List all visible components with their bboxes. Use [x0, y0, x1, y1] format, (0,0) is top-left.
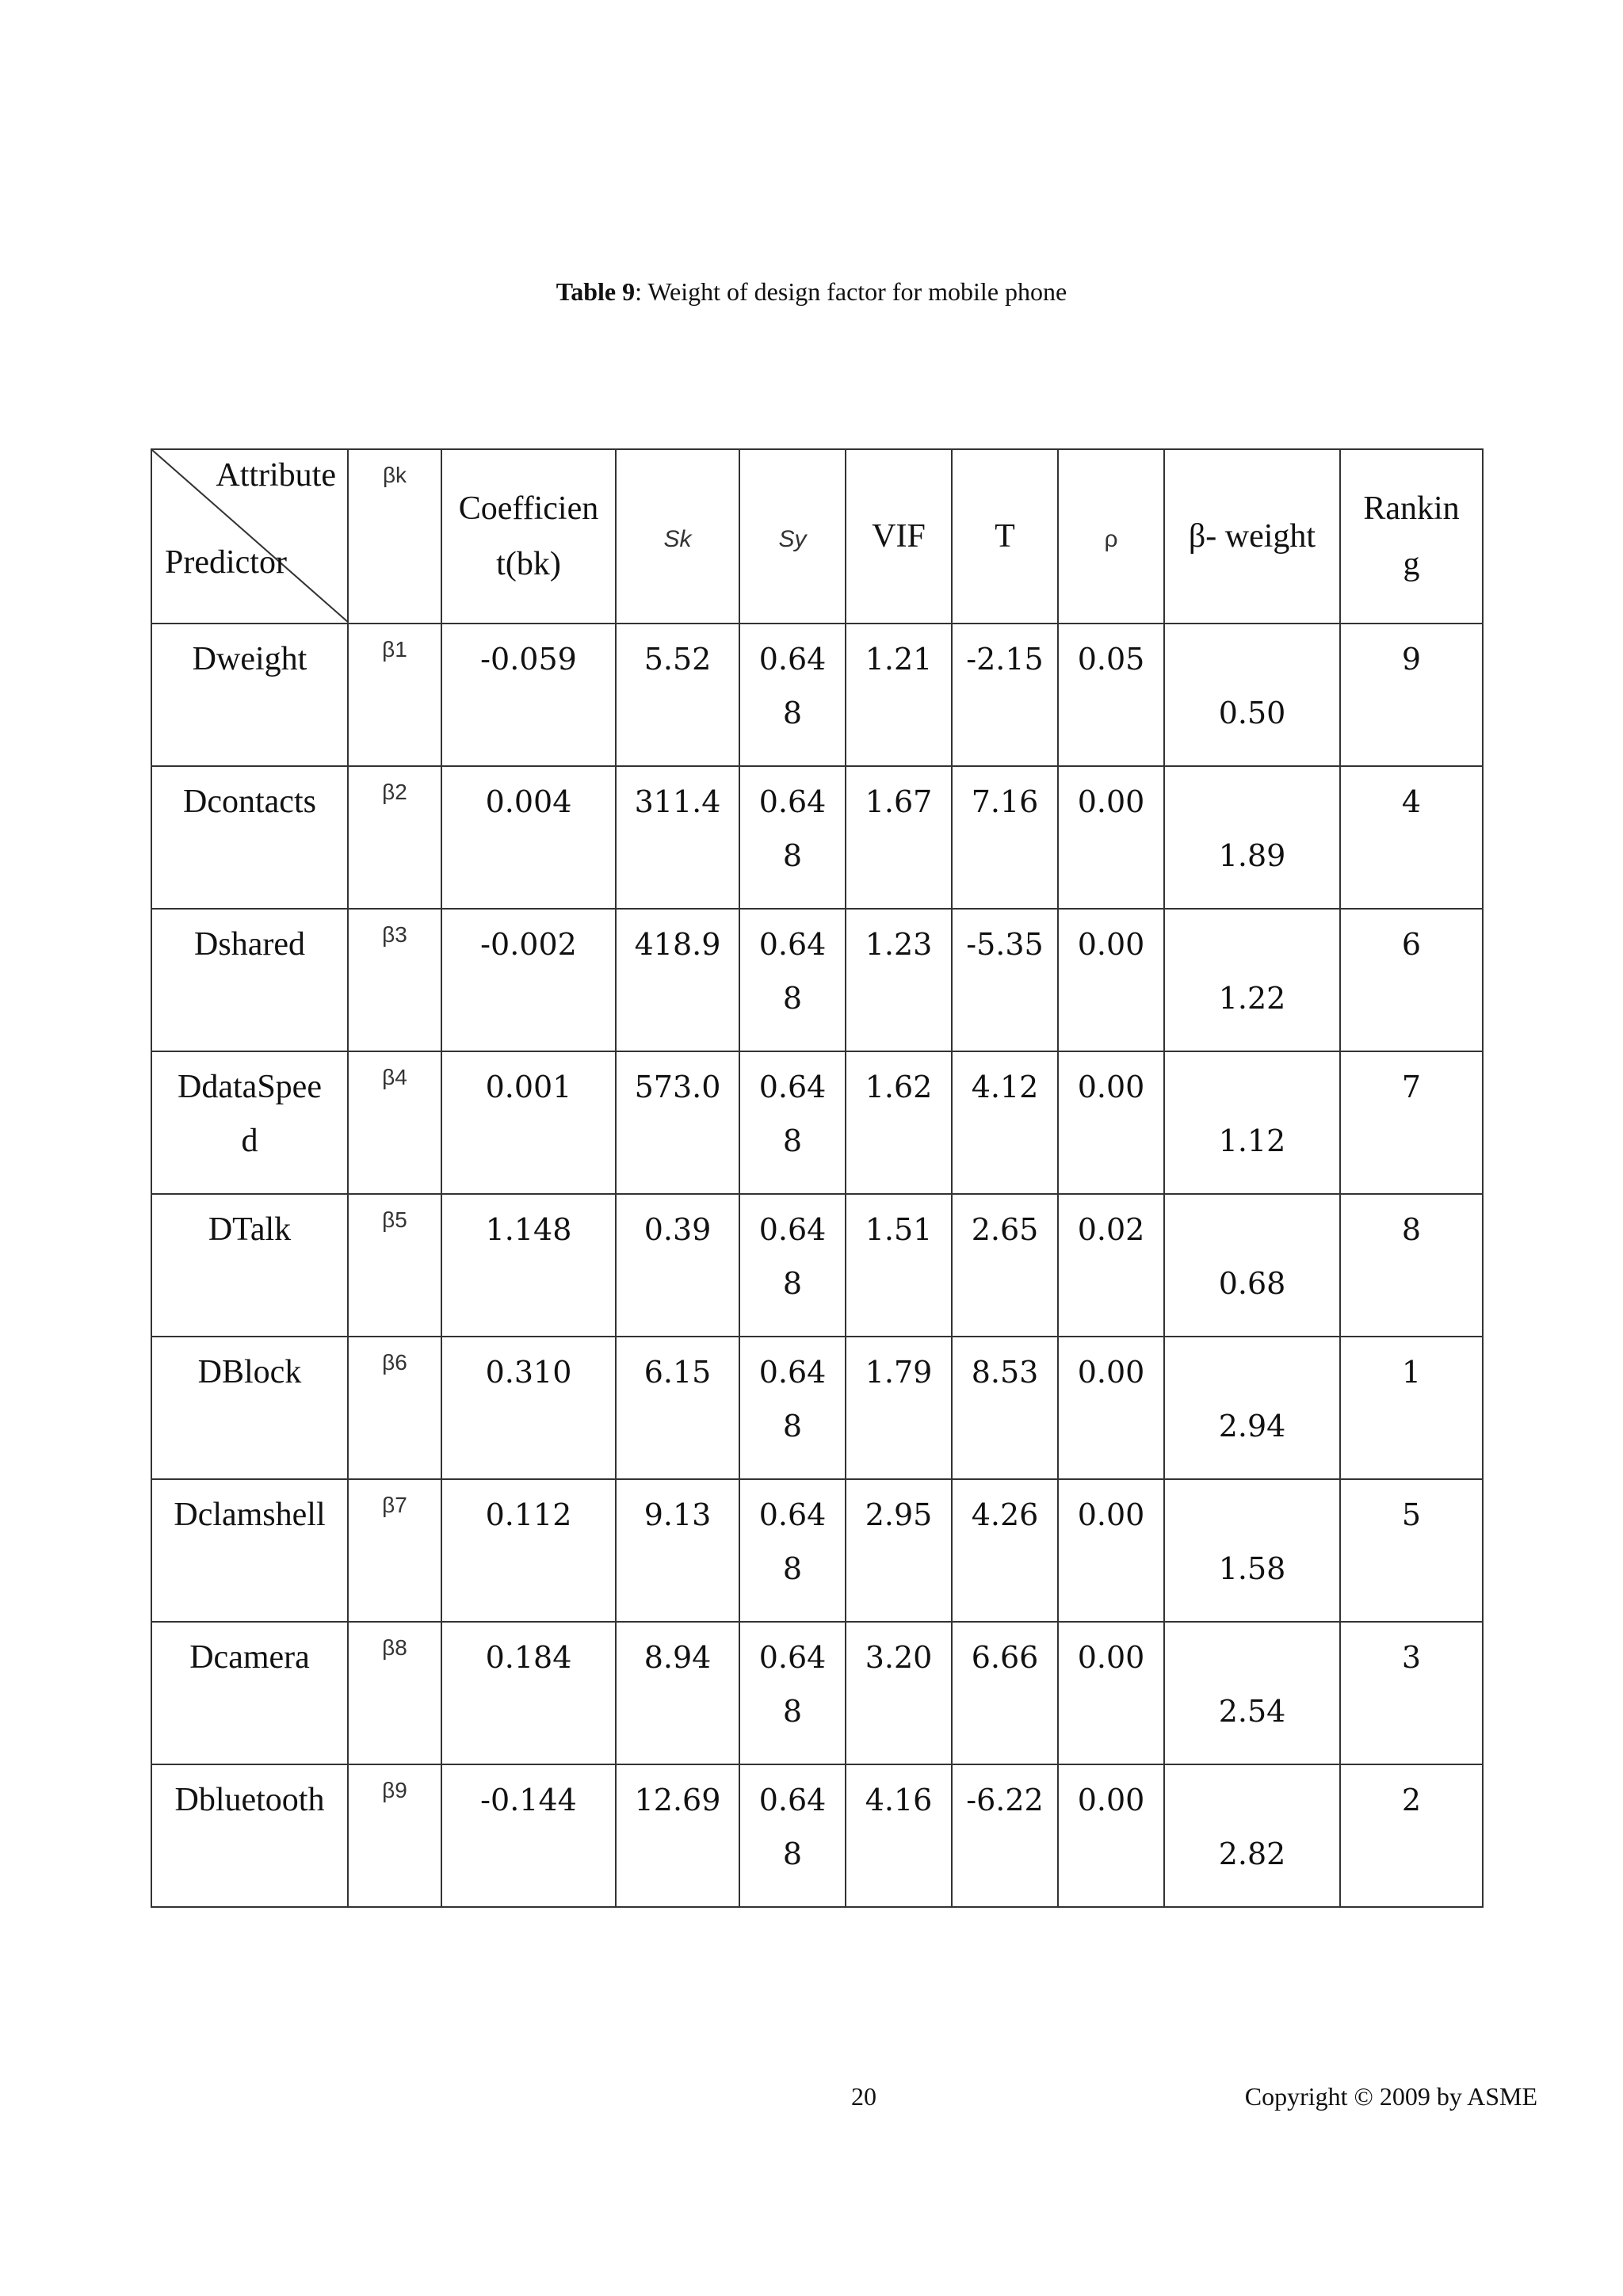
header-s-y: Sy [739, 449, 846, 624]
header-row [151, 449, 1483, 624]
t-cell: -5.35 [952, 909, 1058, 1051]
sk-cell: 8.94 [616, 1622, 739, 1764]
rho-cell: 0.02 [1058, 1194, 1164, 1337]
t-cell: 2.65 [952, 1194, 1058, 1337]
header-beta-weight: β- weight [1164, 449, 1340, 624]
table-row [151, 1479, 1483, 1622]
sk-cell: 12.69 [616, 1764, 739, 1907]
weight-cell: 1.89 [1164, 766, 1340, 909]
table-row [151, 909, 1483, 1051]
coef-cell: 1.148 [441, 1194, 616, 1337]
copyright: Copyright © 2009 by ASME [1244, 2082, 1537, 2111]
header-vif: VIF [846, 449, 952, 624]
rho-cell: 0.00 [1058, 909, 1164, 1051]
rho-cell: 0.00 [1058, 1764, 1164, 1907]
vif-cell: 3.20 [846, 1622, 952, 1764]
predictor-cell: Dcamera [151, 1622, 348, 1764]
beta-cell: β9 [348, 1764, 441, 1907]
sk-cell: 311.4 [616, 766, 739, 909]
predictor-cell: Dshared [151, 909, 348, 1051]
header-coefficient [441, 449, 616, 624]
t-cell: 8.53 [952, 1337, 1058, 1479]
sy-cell: 0.64 8 [739, 1764, 846, 1907]
rank-cell: 6 [1340, 909, 1483, 1051]
beta-cell: β4 [348, 1051, 441, 1194]
header-attribute-predictor [151, 449, 348, 624]
predictor-cell: DdataSpee d [151, 1051, 348, 1194]
beta-cell: β7 [348, 1479, 441, 1622]
predictor-cell: Dclamshell [151, 1479, 348, 1622]
header-s-k: Sk [616, 449, 739, 624]
weight-cell: 0.68 [1164, 1194, 1340, 1337]
sy-cell: 0.64 8 [739, 766, 846, 909]
t-cell: 4.12 [952, 1051, 1058, 1194]
beta-cell: β2 [348, 766, 441, 909]
t-cell: 4.26 [952, 1479, 1058, 1622]
predictor-cell: DTalk [151, 1194, 348, 1337]
rho-cell: 0.00 [1058, 1622, 1164, 1764]
rho-cell: 0.05 [1058, 624, 1164, 766]
coef-cell: 0.310 [441, 1337, 616, 1479]
sy-cell: 0.64 8 [739, 1051, 846, 1194]
header-beta-k: βk [348, 449, 441, 624]
header-attribute: Attribute [216, 457, 336, 494]
rank-cell: 7 [1340, 1051, 1483, 1194]
header-predictor: Predictor [165, 544, 287, 581]
weight-cell: 1.58 [1164, 1479, 1340, 1622]
t-cell: -2.15 [952, 624, 1058, 766]
coef-cell: 0.184 [441, 1622, 616, 1764]
table-row [151, 1051, 1483, 1194]
coef-cell: 0.112 [441, 1479, 616, 1622]
header-ranking [1340, 449, 1483, 624]
rank-cell: 2 [1340, 1764, 1483, 1907]
beta-cell: β6 [348, 1337, 441, 1479]
t-cell: -6.22 [952, 1764, 1058, 1907]
coef-cell: -0.002 [441, 909, 616, 1051]
weight-cell: 2.54 [1164, 1622, 1340, 1764]
vif-cell: 1.23 [846, 909, 952, 1051]
header-ranking-b: g [1403, 546, 1420, 582]
predictor-cell: Dbluetooth [151, 1764, 348, 1907]
table-caption [0, 277, 1623, 307]
sk-cell: 6.15 [616, 1337, 739, 1479]
sk-cell: 418.9 [616, 909, 739, 1051]
beta-cell: β3 [348, 909, 441, 1051]
sy-cell: 0.64 8 [739, 909, 846, 1051]
vif-cell: 4.16 [846, 1764, 952, 1907]
rank-cell: 3 [1340, 1622, 1483, 1764]
rank-cell: 5 [1340, 1479, 1483, 1622]
vif-cell: 1.62 [846, 1051, 952, 1194]
sk-cell: 9.13 [616, 1479, 739, 1622]
table-row [151, 1337, 1483, 1479]
header-coefficient-a: Coefficien [458, 490, 599, 527]
weight-cell: 1.12 [1164, 1051, 1340, 1194]
sk-cell: 0.39 [616, 1194, 739, 1337]
vif-cell: 1.51 [846, 1194, 952, 1337]
table-row [151, 624, 1483, 766]
caption-text: : Weight of design factor for mobile phone [635, 277, 1067, 306]
page-number: 20 [851, 2082, 876, 2111]
vif-cell: 1.21 [846, 624, 952, 766]
t-cell: 6.66 [952, 1622, 1058, 1764]
coef-cell: 0.004 [441, 766, 616, 909]
weight-table [151, 448, 1484, 1908]
sy-cell: 0.64 8 [739, 624, 846, 766]
header-coefficient-b: t(bk) [496, 546, 561, 582]
weight-cell: 0.50 [1164, 624, 1340, 766]
predictor-cell: Dcontacts [151, 766, 348, 909]
sy-cell: 0.64 8 [739, 1194, 846, 1337]
coef-cell: -0.059 [441, 624, 616, 766]
table-row [151, 1194, 1483, 1337]
vif-cell: 2.95 [846, 1479, 952, 1622]
vif-cell: 1.67 [846, 766, 952, 909]
coef-cell: 0.001 [441, 1051, 616, 1194]
t-cell: 7.16 [952, 766, 1058, 909]
rho-cell: 0.00 [1058, 1337, 1164, 1479]
header-ranking-a: Rankin [1363, 490, 1460, 527]
predictor-cell: DBlock [151, 1337, 348, 1479]
coef-cell: -0.144 [441, 1764, 616, 1907]
sk-cell: 5.52 [616, 624, 739, 766]
rank-cell: 9 [1340, 624, 1483, 766]
table-row [151, 766, 1483, 909]
rank-cell: 4 [1340, 766, 1483, 909]
rho-cell: 0.00 [1058, 766, 1164, 909]
rho-cell: 0.00 [1058, 1051, 1164, 1194]
sy-cell: 0.64 8 [739, 1622, 846, 1764]
caption-label: Table 9 [556, 277, 636, 306]
beta-cell: β8 [348, 1622, 441, 1764]
header-rho: ρ [1058, 449, 1164, 624]
sk-cell: 573.0 [616, 1051, 739, 1194]
rho-cell: 0.00 [1058, 1479, 1164, 1622]
rank-cell: 8 [1340, 1194, 1483, 1337]
vif-cell: 1.79 [846, 1337, 952, 1479]
beta-cell: β5 [348, 1194, 441, 1337]
sy-cell: 0.64 8 [739, 1337, 846, 1479]
weight-cell: 2.82 [1164, 1764, 1340, 1907]
rank-cell: 1 [1340, 1337, 1483, 1479]
weight-cell: 2.94 [1164, 1337, 1340, 1479]
weight-cell: 1.22 [1164, 909, 1340, 1051]
beta-cell: β1 [348, 624, 441, 766]
sy-cell: 0.64 8 [739, 1479, 846, 1622]
header-t: T [952, 449, 1058, 624]
predictor-cell: Dweight [151, 624, 348, 766]
table-row [151, 1622, 1483, 1764]
table-row [151, 1764, 1483, 1907]
